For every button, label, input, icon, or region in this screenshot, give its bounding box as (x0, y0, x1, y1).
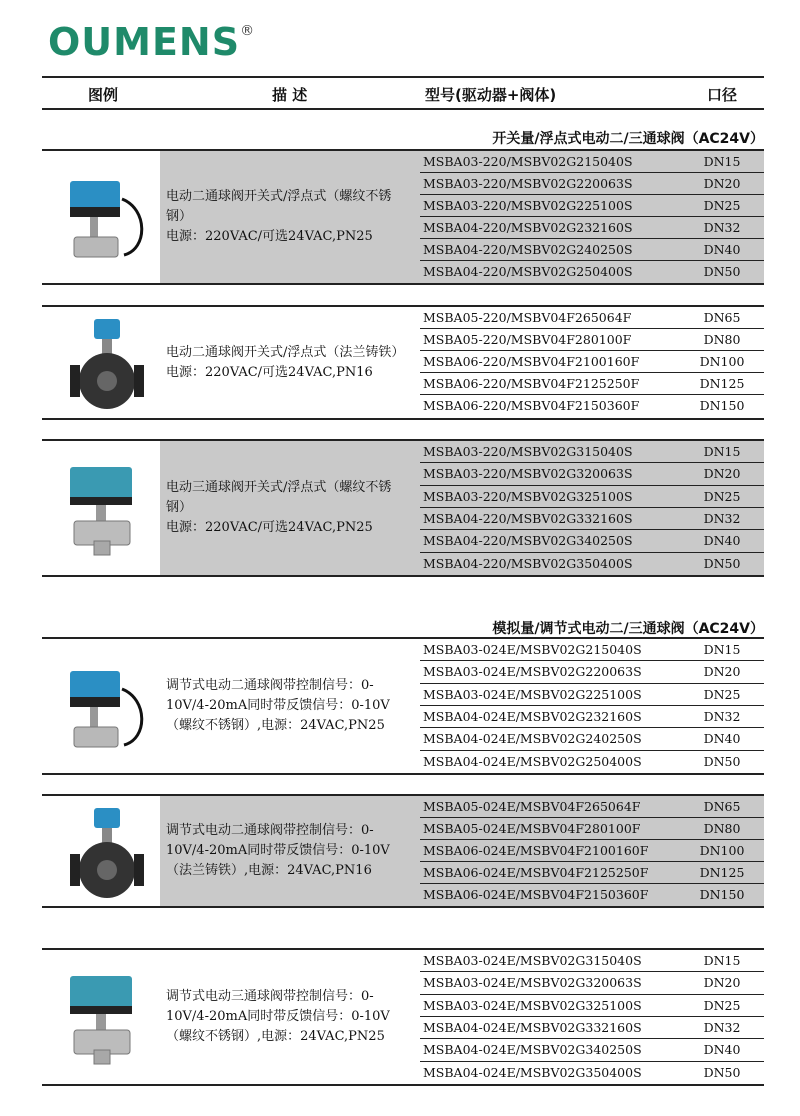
nominal-size: DN32 (703, 220, 741, 235)
product-description (160, 950, 420, 1084)
table-header (42, 76, 764, 110)
model-number: MSBA04-220/MSBV02G340250S (423, 533, 633, 549)
table-row (420, 1017, 764, 1039)
product-image-cell (42, 151, 160, 283)
description-text: 电动二通球阀开关式/浮点式（螺纹不锈钢） 电源：220VAC/可选24VAC,PN25 (166, 189, 392, 244)
table-row (420, 995, 764, 1017)
section-title-onoff: 开关量/浮点式电动二/三通球阀（AC24V） (492, 131, 764, 147)
brand-logo (48, 20, 255, 64)
nominal-size: DN40 (703, 731, 741, 747)
product-description (160, 441, 420, 575)
table-row (420, 307, 764, 329)
table-row (420, 530, 764, 552)
nominal-size: DN20 (703, 664, 741, 680)
nominal-size: DN40 (703, 1042, 741, 1058)
nominal-size: DN15 (703, 154, 741, 169)
table-row (420, 728, 764, 750)
model-number: MSBA03-220/MSBV02G325100S (423, 488, 633, 504)
col-size-header: 口径 (707, 86, 738, 104)
table-row (420, 261, 764, 283)
two-way-flanged-valve-icon (64, 804, 150, 900)
table-row (420, 486, 764, 508)
model-number: MSBA04-220/MSBV02G240250S (423, 242, 633, 257)
nominal-size: DN15 (703, 642, 741, 657)
model-number: MSBA04-024E/MSBV02G340250S (423, 1042, 642, 1058)
model-number: MSBA03-024E/MSBV02G315040S (423, 953, 642, 968)
table-row (420, 796, 764, 818)
product-group (42, 149, 764, 285)
model-number: MSBA03-024E/MSBV02G225100S (423, 686, 642, 702)
model-number: MSBA03-024E/MSBV02G320063S (423, 975, 642, 991)
model-number: MSBA03-220/MSBV02G215040S (423, 154, 633, 169)
nominal-size: DN65 (703, 310, 741, 325)
description-text: 调节式电动三通球阀带控制信号：0-10V/4-20mA同时带反馈信号：0-10V（螺纹不锈钢）,电源：24VAC,PN25 (166, 989, 390, 1044)
section-title-modulating: 模拟量/调节式电动二/三通球阀（AC24V） (492, 621, 764, 637)
col-model-header: 型号(驱动器+阀体) (425, 86, 557, 104)
model-number: MSBA03-220/MSBV02G220063S (423, 176, 633, 191)
nominal-size: DN32 (703, 708, 741, 724)
model-number: MSBA06-220/MSBV04F2100160F (423, 354, 640, 369)
nominal-size: DN25 (703, 198, 741, 213)
table-row (420, 884, 764, 906)
product-image-cell (42, 950, 160, 1084)
model-number: MSBA03-220/MSBV02G225100S (423, 198, 633, 213)
product-group (42, 794, 764, 908)
model-number: MSBA03-024E/MSBV02G220063S (423, 664, 642, 680)
model-number: MSBA06-024E/MSBV04F2125250F (423, 865, 649, 880)
model-number: MSBA04-220/MSBV02G332160S (423, 510, 633, 526)
table-row (420, 684, 764, 706)
table-row (420, 840, 764, 862)
two-way-flanged-valve-icon (64, 315, 150, 411)
model-number: MSBA03-024E/MSBV02G325100S (423, 997, 642, 1013)
product-image-cell (42, 639, 160, 773)
nominal-size: DN15 (703, 953, 741, 968)
table-row (420, 329, 764, 351)
model-number: MSBA04-220/MSBV02G250400S (423, 264, 633, 279)
model-number: MSBA05-024E/MSBV04F265064F (423, 799, 641, 814)
model-number: MSBA04-024E/MSBV02G332160S (423, 1019, 642, 1035)
nominal-size: DN20 (703, 466, 741, 482)
table-row (420, 1039, 764, 1061)
product-image-cell (42, 796, 160, 906)
table-row (420, 862, 764, 884)
three-way-threaded-valve-icon (60, 461, 152, 557)
col-desc-header: 描 述 (272, 86, 308, 104)
product-image-cell (42, 441, 160, 575)
product-description (160, 639, 420, 773)
product-group (42, 637, 764, 775)
nominal-size: DN80 (703, 332, 741, 347)
table-row (420, 173, 764, 195)
model-number: MSBA06-220/MSBV04F2150360F (423, 398, 640, 413)
nominal-size: DN100 (699, 354, 745, 369)
brand-name: OUMENS (48, 20, 241, 64)
table-row (420, 1062, 764, 1084)
three-way-threaded-valve-icon (60, 970, 152, 1066)
table-row (420, 195, 764, 217)
model-number: MSBA04-220/MSBV02G350400S (423, 555, 633, 571)
nominal-size: DN150 (699, 398, 745, 413)
table-row (420, 463, 764, 485)
nominal-size: DN25 (703, 488, 741, 504)
registered-mark: ® (240, 23, 256, 40)
table-row (420, 639, 764, 661)
model-number: MSBA04-024E/MSBV02G350400S (423, 1064, 642, 1080)
nominal-size: DN40 (703, 242, 741, 257)
model-number: MSBA03-220/MSBV02G315040S (423, 444, 633, 459)
nominal-size: DN80 (703, 821, 741, 836)
model-number: MSBA04-024E/MSBV02G240250S (423, 731, 642, 747)
nominal-size: DN150 (699, 887, 745, 902)
product-description (160, 307, 420, 418)
nominal-size: DN20 (703, 176, 741, 191)
model-number: MSBA05-220/MSBV04F265064F (423, 310, 632, 325)
nominal-size: DN40 (703, 533, 741, 549)
nominal-size: DN125 (699, 865, 745, 880)
table-row (420, 706, 764, 728)
model-number: MSBA04-220/MSBV02G232160S (423, 220, 633, 235)
nominal-size: DN50 (703, 264, 741, 279)
model-number: MSBA06-220/MSBV04F2125250F (423, 376, 640, 391)
nominal-size: DN20 (703, 975, 741, 991)
model-number: MSBA04-024E/MSBV02G232160S (423, 708, 642, 724)
nominal-size: DN32 (703, 510, 741, 526)
model-number: MSBA06-024E/MSBV04F2100160F (423, 843, 649, 858)
product-group (42, 305, 764, 420)
description-text: 调节式电动二通球阀带控制信号：0-10V/4-20mA同时带反馈信号：0-10V（螺纹不锈钢）,电源：24VAC,PN25 (166, 678, 390, 733)
table-row (420, 351, 764, 373)
table-row (420, 441, 764, 463)
product-description (160, 151, 420, 283)
model-number: MSBA05-220/MSBV04F280100F (423, 332, 632, 347)
nominal-size: DN15 (703, 444, 741, 459)
table-row (420, 395, 764, 417)
nominal-size: DN50 (703, 1064, 741, 1080)
table-row (420, 818, 764, 840)
table-row (420, 972, 764, 994)
nominal-size: DN100 (699, 843, 745, 858)
table-row (420, 508, 764, 530)
nominal-size: DN25 (703, 997, 741, 1013)
model-number: MSBA05-024E/MSBV04F280100F (423, 821, 641, 836)
model-number: MSBA06-024E/MSBV04F2150360F (423, 887, 649, 902)
nominal-size: DN65 (703, 799, 741, 814)
description-text: 调节式电动二通球阀带控制信号：0-10V/4-20mA同时带反馈信号：0-10V（法兰铸铁）,电源：24VAC,PN16 (166, 823, 390, 878)
table-row (420, 239, 764, 261)
model-number: MSBA04-024E/MSBV02G250400S (423, 753, 642, 769)
table-row (420, 151, 764, 173)
table-row (420, 950, 764, 972)
product-description (160, 796, 420, 906)
col-image-header: 图例 (88, 86, 119, 104)
table-row (420, 553, 764, 575)
nominal-size: DN25 (703, 686, 741, 702)
description-text: 电动二通球阀开关式/浮点式（法兰铸铁） 电源：220VAC/可选24VAC,PN16 (166, 344, 405, 380)
nominal-size: DN50 (703, 753, 741, 769)
product-image-cell (42, 307, 160, 418)
table-row (420, 217, 764, 239)
nominal-size: DN32 (703, 1019, 741, 1035)
table-row (420, 751, 764, 773)
table-row (420, 373, 764, 395)
nominal-size: DN50 (703, 555, 741, 571)
model-number: MSBA03-220/MSBV02G320063S (423, 466, 633, 482)
model-number: MSBA03-024E/MSBV02G215040S (423, 642, 642, 657)
product-group (42, 948, 764, 1086)
two-way-threaded-valve-icon (64, 169, 150, 269)
two-way-threaded-valve-icon (64, 659, 150, 759)
description-text: 电动三通球阀开关式/浮点式（螺纹不锈钢） 电源：220VAC/可选24VAC,PN25 (166, 480, 392, 535)
nominal-size: DN125 (699, 376, 745, 391)
table-row (420, 661, 764, 683)
product-group (42, 439, 764, 577)
